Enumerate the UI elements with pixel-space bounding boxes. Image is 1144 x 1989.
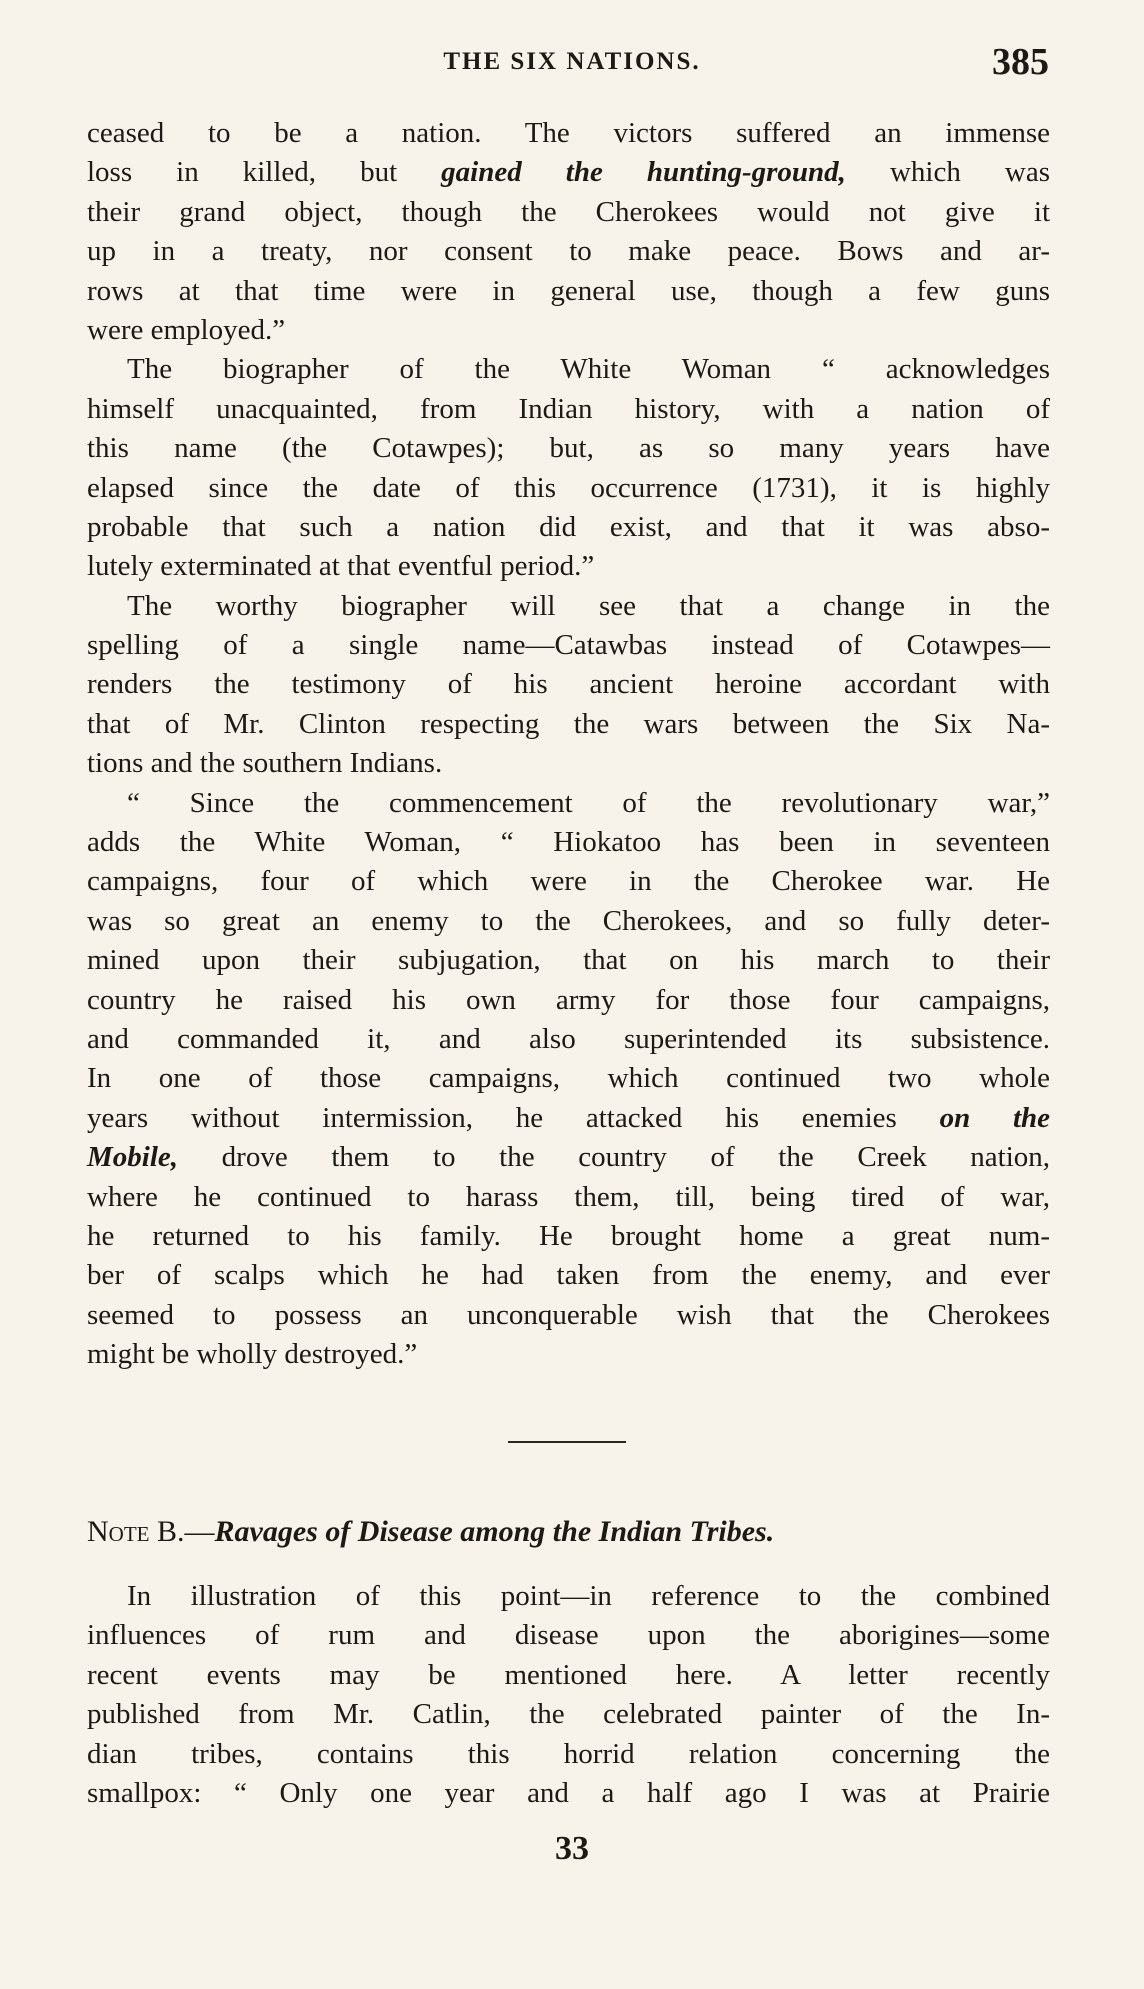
text-line [87,1099,1050,1138]
text-line: “ Since the commencement of the revolutionary war,” [127,786,1050,819]
text-line: campaigns, four of which were in the Cherokee war. He [87,865,1050,898]
text-line: were employed.” [87,313,286,346]
text-line: In one of those campaigns, which continued two whole [87,1062,1050,1095]
text-line: country he raised his own army for those four campaigns, [87,983,1050,1016]
text-line: their grand object, though the Cherokees would not give it [87,195,1050,228]
signature-mark: 33 [555,1830,589,1867]
text-line: ceased to be a nation. The victors suffered an immense [87,117,1050,149]
emphasis-text: Mobile, [87,1141,179,1174]
note-title: Ravages of Disease among the Indian Tribes. [214,1515,775,1548]
note-dash: — [184,1515,215,1548]
text-line: and commanded it, and also superintended its subsistence. [87,1022,1050,1055]
text-line: recent events may be mentioned here. A letter recently [87,1658,1050,1691]
line-segment: drove them to the country of the Creek nation, [178,1141,1050,1174]
text-line: elapsed since the date of this occurrence (1731), it is highly [87,471,1050,504]
text-line: lutely exterminated at that eventful period.” [87,550,595,583]
text-line: where he continued to harass them, till, being tired of war, [87,1180,1050,1213]
running-header [0,41,1144,88]
text-line: this name (the Cotawpes); but, as so many years have [87,432,1050,465]
text-line: mined upon their subjugation, that on his march to their [87,944,1050,977]
text-line: influences of rum and disease upon the aborigines—some [87,1619,1050,1652]
main-text [87,114,1050,1375]
line-segment: years without intermission, he attacked his enemies [87,1101,940,1134]
text-line [87,153,1050,192]
emphasis-text: on the [939,1101,1051,1134]
text-line [87,1138,1050,1177]
emphasis-text: gained the hunting-ground, [441,156,846,189]
running-title: THE SIX NATIONS. [443,48,701,75]
text-line: was so great an enemy to the Cherokees, and so fully deter- [87,904,1050,937]
note-label: Note B. [87,1515,185,1548]
text-line: published from Mr. Catlin, the celebrated painter of the In- [87,1698,1050,1731]
text-line: dian tribes, contains this horrid relation concerning the [87,1737,1050,1770]
text-line: adds the White Woman, “ Hiokatoo has been in seventeen [87,826,1050,859]
text-line: up in a treaty, nor consent to make peace. Bows and ar- [87,235,1050,268]
text-line: probable that such a nation did exist, and that it was abso- [87,510,1050,543]
text-line: ber of scalps which he had taken from the enemy, and ever [87,1259,1050,1292]
text-line: The worthy biographer will see that a change in the [127,589,1050,622]
note-text [87,1577,1050,1813]
text-line: seemed to possess an unconquerable wish that the Cherokees [87,1298,1050,1331]
text-line: might be wholly destroyed.” [87,1338,418,1371]
text-line: In illustration of this point—in reference to the combined [127,1580,1050,1612]
text-line: smallpox: “ Only one year and a half ago I was at Prairie [87,1776,1050,1809]
text-line: renders the testimony of his ancient heroine accordant with [87,668,1050,701]
section-divider [508,1441,626,1443]
text-line: that of Mr. Clinton respecting the wars between the Six Na- [87,707,1050,740]
line-segment: loss in killed, but [87,156,442,189]
text-line: he returned to his family. He brought home a great num- [87,1219,1050,1252]
page-number: 385 [992,41,1049,83]
text-line: rows at that time were in general use, though a few guns [87,274,1050,307]
line-segment: which was [845,156,1050,189]
text-line: The biographer of the White Woman “ acknowledges [127,353,1050,386]
note-heading [87,1512,1050,1552]
text-line: tions and the southern Indians. [87,747,443,780]
text-line: spelling of a single name—Catawbas instead of Cotawpes— [87,629,1050,662]
text-line: himself unacquainted, from Indian history, with a nation of [87,392,1050,425]
